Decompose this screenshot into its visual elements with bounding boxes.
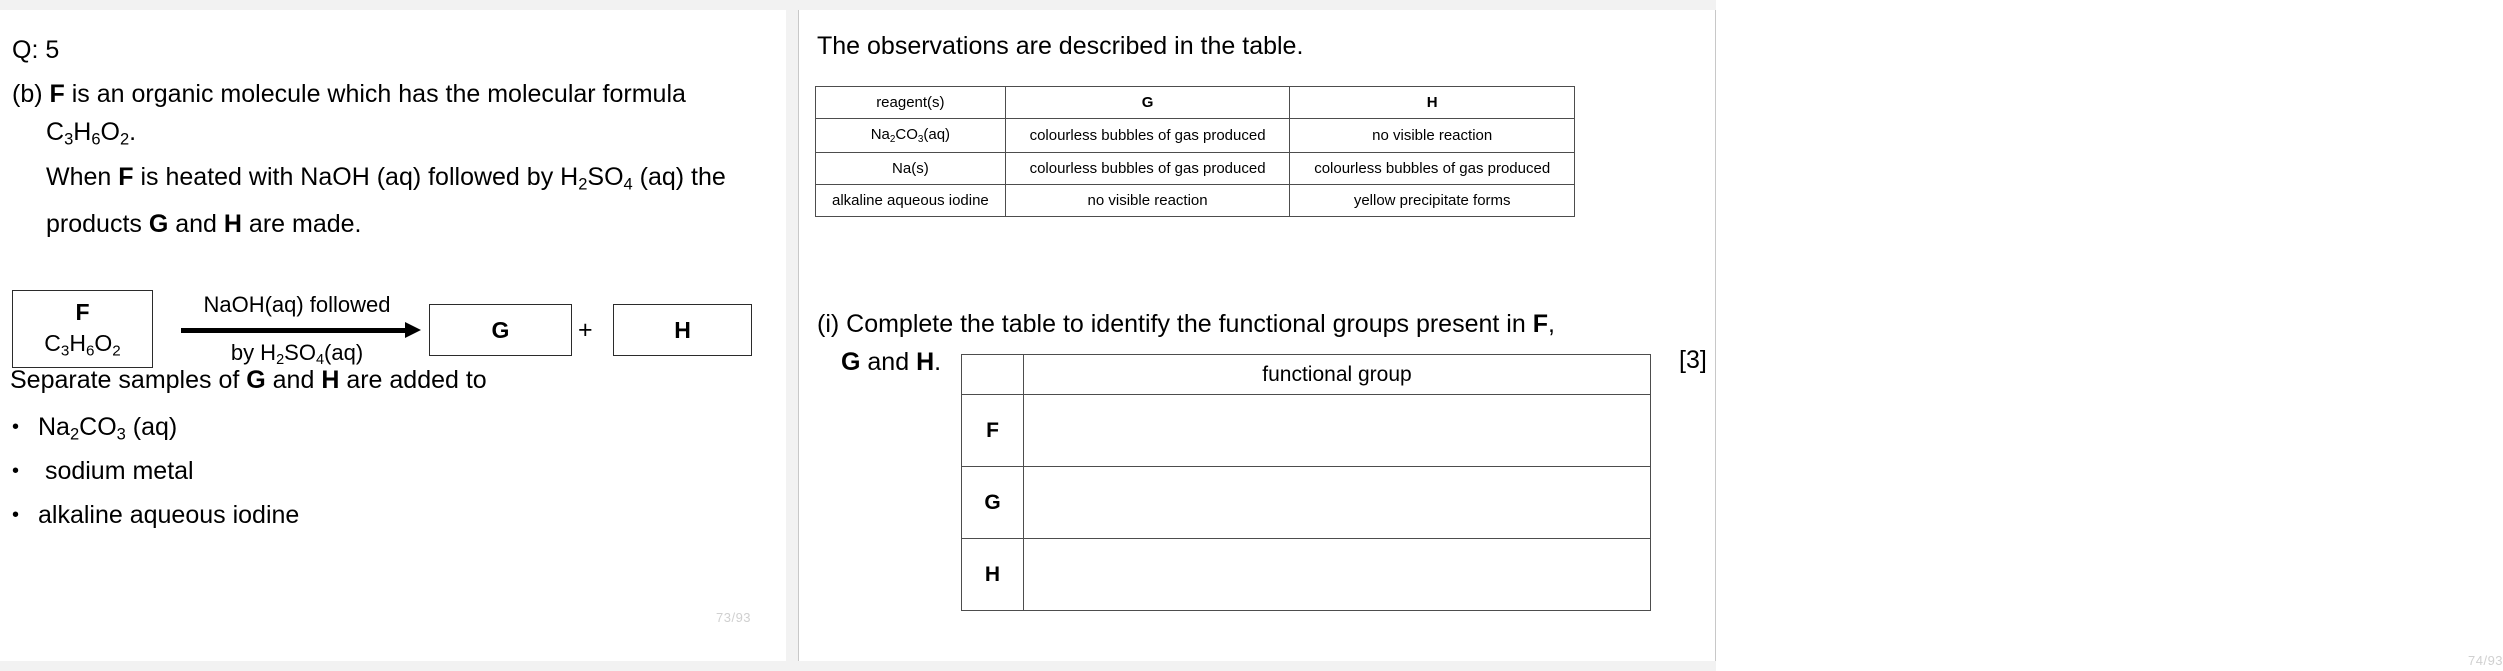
- arrow-head-icon: [405, 322, 421, 338]
- bullet-icon: •: [12, 416, 20, 438]
- bullet-text: $Na_2CO_3$ (aq): [38, 413, 178, 444]
- page-indicator-right: 74/93: [2468, 653, 2503, 668]
- reactant-formula: $C_3H_6O_2$: [44, 329, 121, 359]
- separate-samples-statement: Separate samples of G and H are added to: [10, 366, 487, 394]
- cell-observation-g: no visible reaction: [1005, 184, 1290, 216]
- right-slide-panel[interactable]: [798, 10, 2503, 668]
- cell-observation-h: colourless bubbles of gas produced: [1290, 152, 1575, 184]
- fg-answer-cell-g[interactable]: [1024, 467, 1651, 539]
- bullet-icon: •: [12, 504, 20, 526]
- fg-answer-cell-f[interactable]: [1024, 395, 1651, 467]
- table-header-row: [816, 87, 1575, 119]
- cell-observation-g: colourless bubbles of gas produced: [1005, 152, 1290, 184]
- table-row: [962, 467, 1651, 539]
- list-item: [12, 413, 177, 445]
- part-i-statement-line2: G and H.: [841, 348, 942, 376]
- fg-row-key-h: H: [962, 539, 1024, 611]
- bullet-icon: •: [12, 460, 20, 482]
- column-header-g: G: [1005, 87, 1290, 119]
- arrow-condition-bottom: by $H_2SO_4(aq)$: [230, 340, 364, 369]
- arrow-shaft: [181, 328, 409, 333]
- reaction-conditions-statement: When F is heated with NaOH (aq) followed by $H_2SO_4$ (aq) the: [46, 163, 726, 194]
- molecular-formula: $C_3H_6O_2$.: [46, 118, 137, 149]
- fg-column-header: functional group: [1024, 355, 1651, 395]
- fg-answer-cell-h[interactable]: [1024, 539, 1651, 611]
- product-box-h: [613, 304, 752, 356]
- cell-reagent: alkaline aqueous iodine: [816, 184, 1006, 216]
- part-b-statement: (b) F is an organic molecule which has the molecular formula: [12, 80, 686, 108]
- products-statement: products G and H are made.: [46, 210, 362, 238]
- column-header-h: H: [1290, 87, 1575, 119]
- reaction-arrow-group: [177, 290, 417, 368]
- column-header-reagents: reagent(s): [816, 87, 1006, 119]
- observations-table: [815, 86, 1575, 217]
- cell-reagent: Na(s): [816, 152, 1006, 184]
- cell-observation-h: yellow precipitate forms: [1290, 184, 1575, 216]
- reactant-box-f: [12, 290, 153, 368]
- fg-corner-cell: [962, 355, 1024, 395]
- list-item: [12, 501, 299, 530]
- bullet-text: alkaline aqueous iodine: [38, 501, 300, 529]
- cell-observation-h: no visible reaction: [1290, 119, 1575, 153]
- cell-observation-g: colourless bubbles of gas produced: [1005, 119, 1290, 153]
- top-background-strip: [0, 0, 1716, 10]
- list-item: [12, 457, 194, 486]
- plus-sign: +: [578, 316, 593, 344]
- table-row: [816, 152, 1575, 184]
- bottom-background-strip: [0, 661, 1716, 671]
- table-row: [962, 539, 1651, 611]
- question-label: Q: 5: [12, 36, 60, 64]
- fg-row-key-g: G: [962, 467, 1024, 539]
- table-row: [816, 184, 1575, 216]
- reactant-label: F: [75, 299, 90, 326]
- functional-group-answer-table[interactable]: [961, 354, 1651, 611]
- reaction-scheme: [12, 290, 772, 368]
- product-label-h: H: [674, 316, 691, 343]
- molecule-label-f: F: [49, 80, 65, 108]
- table-header-row: [962, 355, 1651, 395]
- page-indicator-left: 73/93: [716, 610, 752, 625]
- table-row: [816, 119, 1575, 153]
- cell-reagent: $Na_2CO_3(aq)$: [816, 119, 1006, 153]
- part-i-statement-line1: (i) Complete the table to identify the functional groups present in F,: [817, 310, 1555, 338]
- product-box-g: [429, 304, 572, 356]
- fg-row-key-f: F: [962, 395, 1024, 467]
- left-slide-panel[interactable]: [0, 10, 786, 661]
- observations-intro: The observations are described in the table.: [817, 32, 1304, 60]
- product-label-g: G: [491, 316, 510, 343]
- arrow-condition-top: NaOH(aq) followed: [203, 292, 391, 317]
- marks-allocation: [3]: [1679, 346, 1707, 374]
- table-row: [962, 395, 1651, 467]
- bullet-text: sodium metal: [38, 457, 194, 485]
- slide-gutter: [786, 0, 798, 671]
